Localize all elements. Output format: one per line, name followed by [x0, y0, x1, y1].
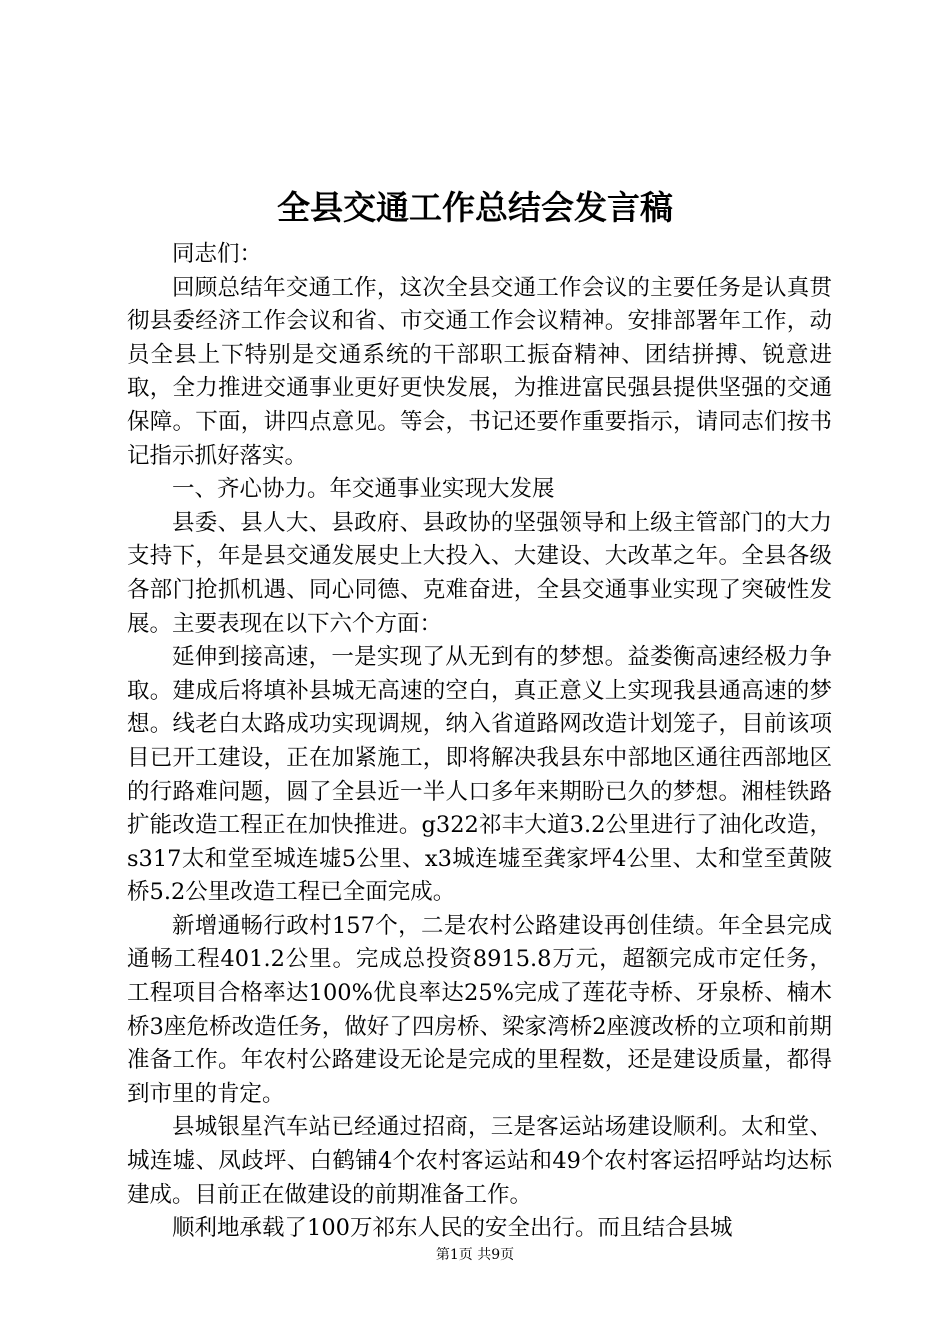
paragraph-stations: 县城银星汽车站已经通过招商，三是客运站场建设顺利。太和堂、城连墟、凤歧坪、白鹤铺4个农村客运站和49个农村客运招呼站均达标建成。目前正在做建设的前期准备工作。 — [127, 1114, 832, 1208]
paragraph-rural-roads: 新增通畅行政村157个，二是农村公路建设再创佳绩。年全县完成通畅工程401.2公里。完成总投资8915.8万元，超额完成市定任务，工程项目合格率达100%优良率达25%完成了莲花寺桥、牙泉桥、楠木桥3座危桥改造任务，做好了四房桥、梁家湾桥2座渡改桥的立项和前期准备工作。年农村公路建设无论是完成的里程数，还是建设质量，都得到市里的肯定。 — [127, 912, 832, 1107]
paragraph-salutation: 同志们： — [172, 241, 263, 267]
section-heading-1: 一、齐心协力。年交通事业实现大发展 — [172, 476, 555, 503]
document-body — [127, 238, 832, 1246]
paragraph-overview: 县委、县人大、县政府、县政协的坚强领导和上级主管部门的大力支持下，年是县交通发展史上大投入、大建设、大改革之年。全县各级各部门抢抓机遇、同心同德、克难奋进，全县交通事业实现了突破性发展。主要表现在以下六个方面： — [127, 509, 832, 637]
paragraph-intro: 回顾总结年交通工作，这次全县交通工作会议的主要任务是认真贯彻县委经济工作会议和省、市交通工作会议精神。安排部署年工作，动员全县上下特别是交通系统的干部职工振奋精神、团结拼搏、锐意进取，全力推进交通事业更好更快发展，为推进富民强县提供坚强的交通保障。下面，讲四点意见。等会，书记还要作重要指示，请同志们按书记指示抓好落实。 — [127, 274, 832, 469]
page-footer: 第1页 共9页 — [435, 1247, 515, 1263]
paragraph-continued: 顺利地承载了100万祁东人民的安全出行。而且结合县城 — [172, 1215, 733, 1242]
document-title: 全县交通工作总结会发言稿 — [277, 188, 673, 227]
paragraph-highway: 延伸到接高速，一是实现了从无到有的梦想。益娄衡高速经极力争取。建成后将填补县城无高速的空白，真正意义上实现我县通高速的梦想。线老白太路成功实现调规，纳入省道路网改造计划笼子，目前该项目已开工建设，正在加紧施工，即将解决我县东中部地区通往西部地区的行路难问题，圆了全县近一半人口多年来期盼已久的梦想。湘桂铁路扩能改造工程正在加快推进。g322祁丰大道3.2公里进行了油化改造，s317太和堂至城连墟5公里、x3城连墟至龚家坪4公里、太和堂至黄陂桥5.2公里改造工程已全面完成。 — [127, 644, 832, 906]
